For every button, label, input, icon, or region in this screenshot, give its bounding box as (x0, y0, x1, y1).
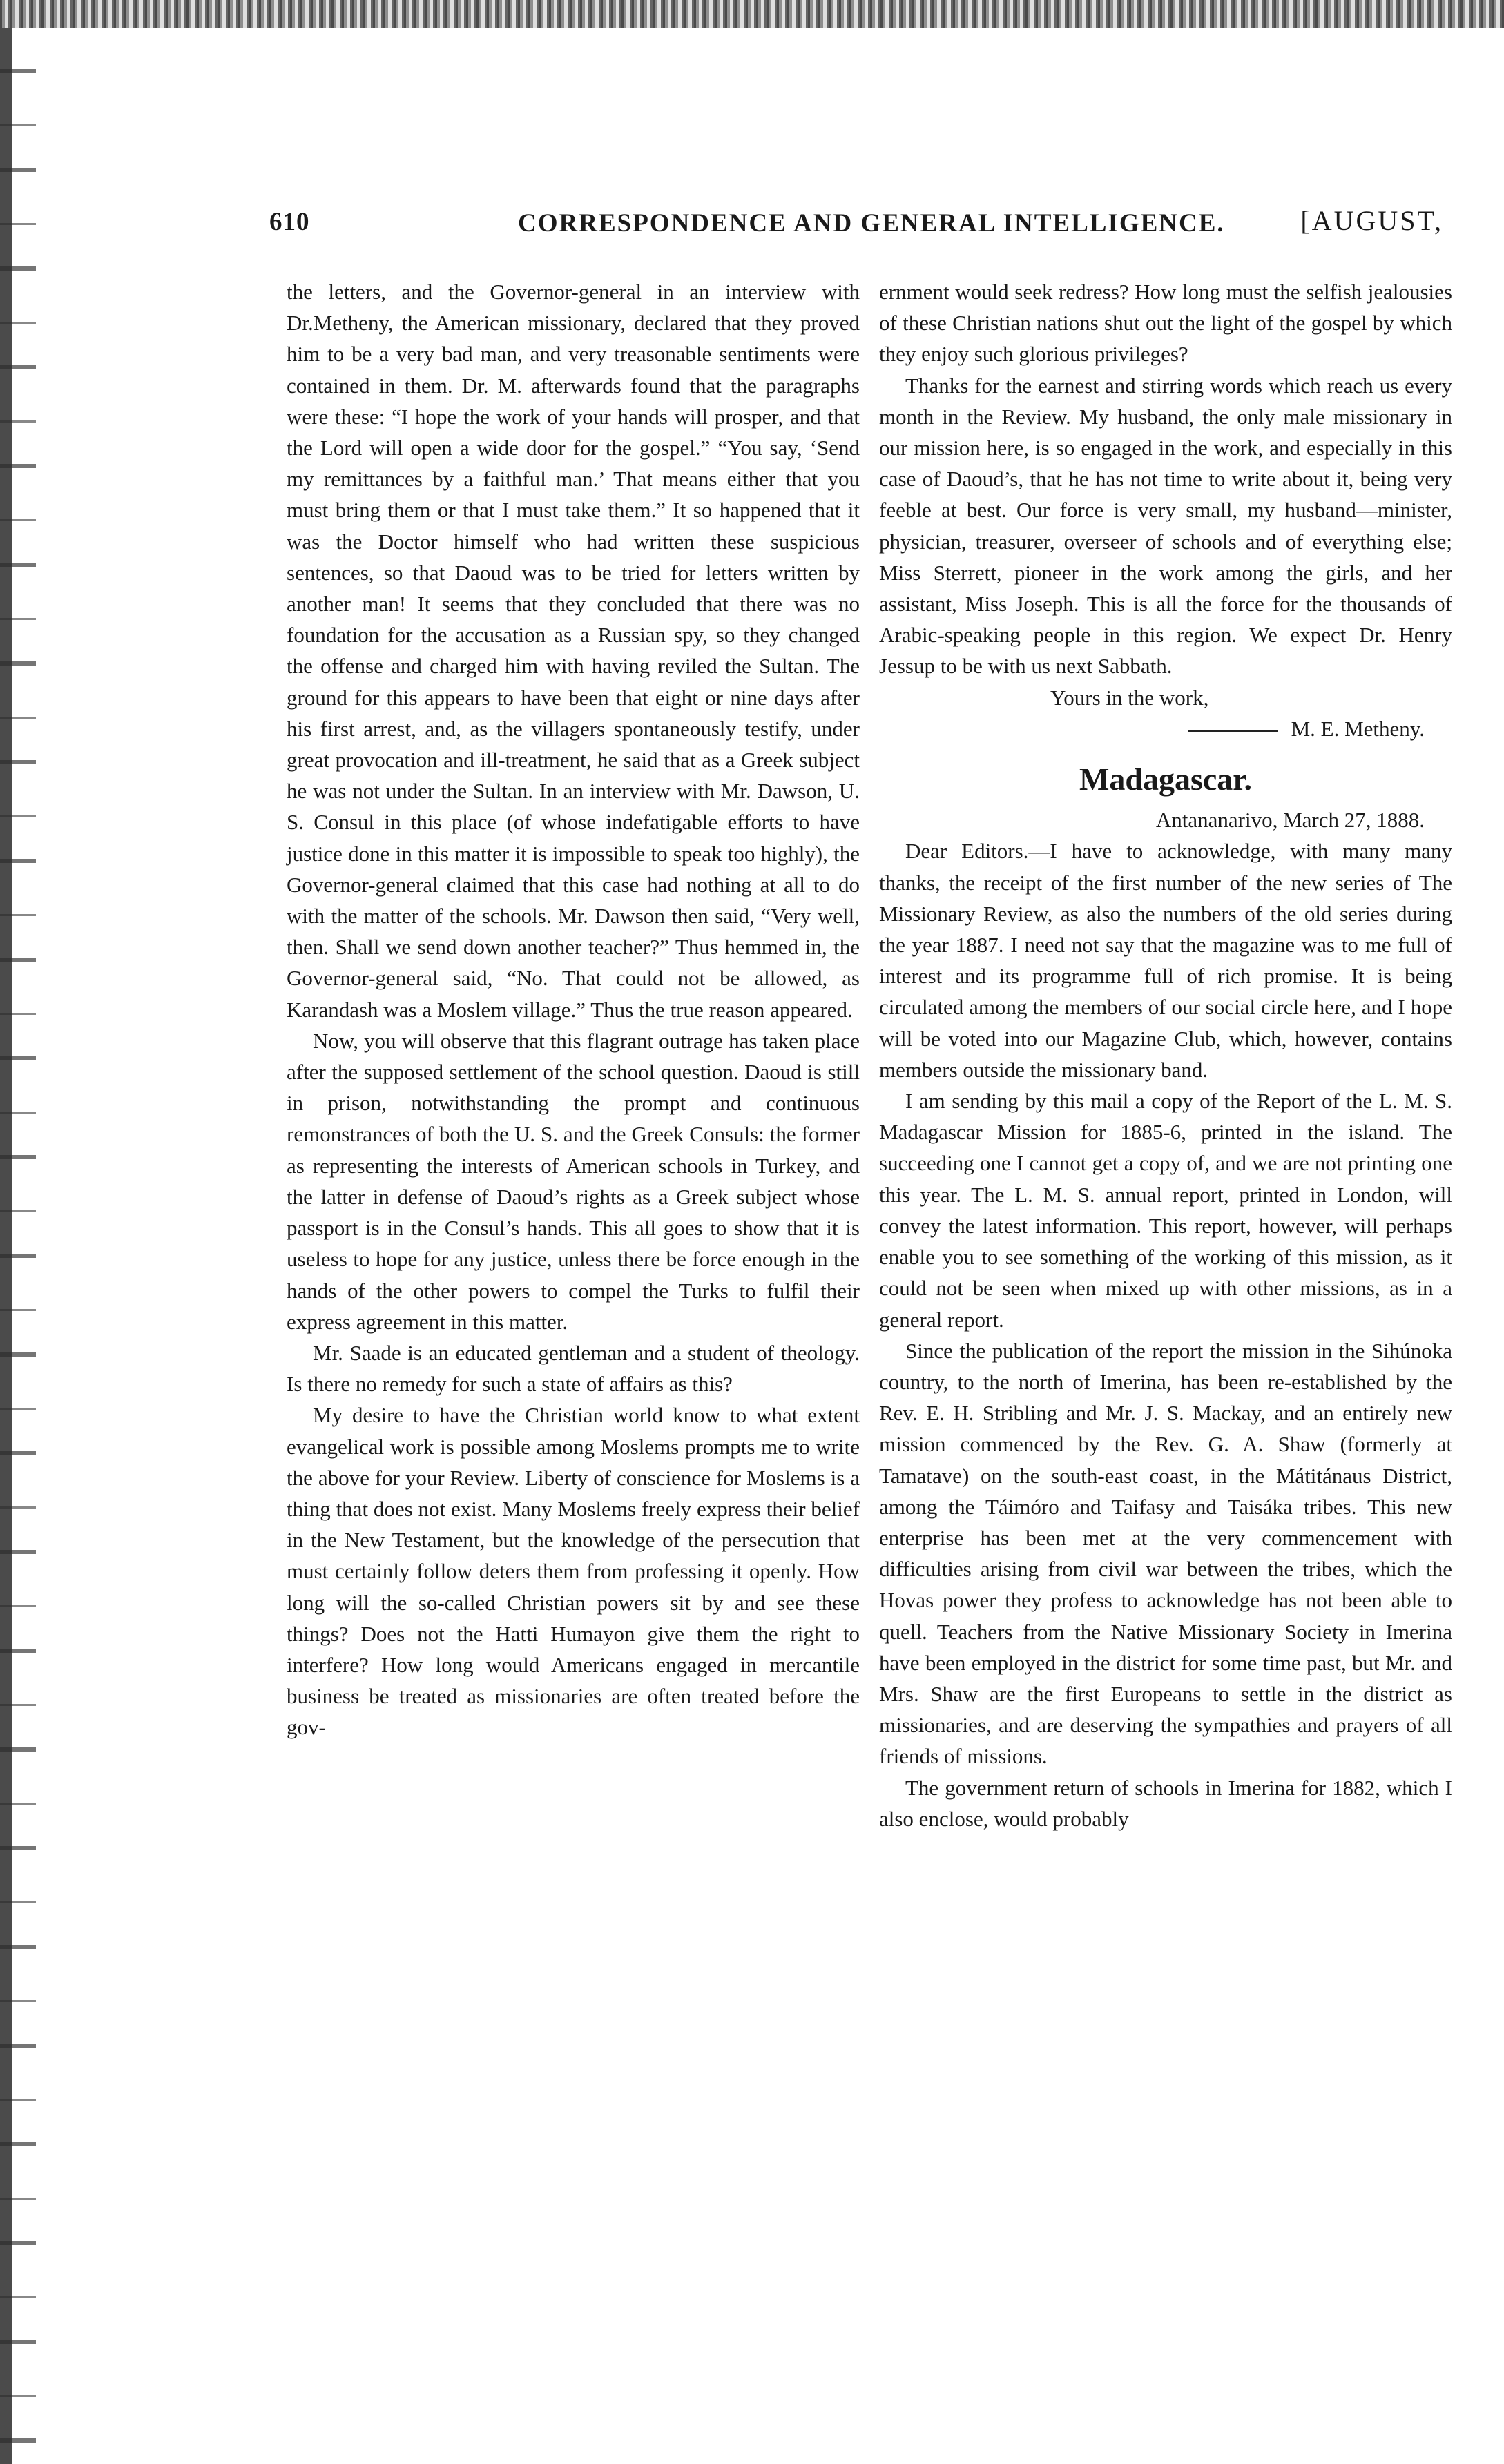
paragraph: the letters, and the Governor-general in an interview with Dr.Metheny, the American missionary, declared that they proved him to be a very bad man, and very treasonable sentiments were contained in them. Dr. M. afterwards found that the paragraphs were these: “I hope the work of your hands will prosper, and that the Lord will open a wide door for the gospel.” “You say, ‘Send my remittances by a faithful man.’ That means either that you must bring them or that I must take them.” It so happened that it was the Doctor himself who had written these suspicious sentences, so that Daoud was to be tried for letters written by another man! It seems that they concluded that there was no foundation for the accusation as a Russian spy, so they changed the offense and charged him with having reviled the Sultan. The ground for this appears to have been that eight or nine days after his first arrest, and, as the villagers spontaneously testify, under great provocation and ill-treatment, he said that as a Greek subject he was not under the Sultan. In an interview with Mr. Dawson, U. S. Consul in this place (of whose indefatigable efforts to have justice done in this matter it is impossible to speak too highly), the Governor-general claimed that this case had nothing at all to do with the matter of the schools. Mr. Dawson then said, “Very well, then. Shall we send down another teacher?” Thus hemmed in, the Governor-general said, “No. That could not be allowed, as Karandash was a Moslem village.” Thus the true reason appeared. (287, 280, 860, 1022)
paragraph: I am sending by this mail a copy of the Report of the L. M. S. Madagascar Mission for 1885-6, printed in the island. The succeeding one I cannot get a copy of, and we are not printing one this year. The L. M. S. annual report, printed in London, will convey the latest information. This report, however, will perhaps enable you to see something of the working of this mission, as it could not be seen when mixed up with other missions, as in a general report. (879, 1089, 1452, 1332)
paragraph: Dear Editors.—I have to acknowledge, with many many thanks, the receipt of the first number of the new series of The Missionary Review, as also the numbers of the old series during the year 1887. I need not say that the magazine was to me full of interest and its programme full of rich promise. It is being circulated among the members of our social circle here, and I hope will be voted into our Magazine Club, which, however, contains members outside the missionary band. (879, 839, 1452, 1082)
running-month: [AUGUST, (1300, 205, 1443, 236)
paragraph: Now, you will observe that this flagrant outrage has taken place after the supposed settlement of the school question. Daoud is still in prison, notwithstanding the prompt and continuous remonstrances of both the U. S. and the Greek Consuls: the former as representing the interests of American schools in Turkey, and the latter in defense of Daoud’s rights as a Greek subject whose passport is in the Consul’s hands. This all goes to show that it is useless to hope for any justice, unless there be force enough in the hands of the other powers to compel the Turks to fulfil their express agreement in this matter. (287, 1028, 860, 1334)
section-title: Madagascar. (1079, 761, 1252, 797)
dateline: Antananarivo, March 27, 1888. (1155, 808, 1425, 833)
paragraph: ernment would seek redress? How long must the selfish jealousies of these Christian nations shut out the light of the gospel by which they enjoy such glorious privileges? (879, 280, 1452, 367)
running-title: CORRESPONDENCE AND GENERAL INTELLIGENCE. (518, 209, 1225, 237)
scan-edge-shadow (0, 28, 12, 2464)
paragraph: My desire to have the Christian world know to what extent evangelical work is possible among Moslems prompts me to write the above for your Review. Liberty of conscience for Moslems is a thing that does not exist. Many Moslems freely express their belief in the New Testament, but the knowledge of the persecution that must certainly follow deters them from professing it openly. How long will the so-called Christian powers sit by and see these things? Does not the Hatti Humayon give them the right to interfere? How long would Americans engaged in mercantile business be treated as missionaries are often treated before the gov- (287, 1403, 860, 1740)
right-column (879, 276, 1452, 1834)
left-column (287, 276, 860, 1743)
scan-border-top (0, 0, 1504, 28)
paragraph: Mr. Saade is an educated gentleman and a student of theology. Is there no remedy for such a state of affairs as this? (287, 1340, 860, 1397)
paragraph: Since the publication of the report the mission in the Sihúnoka country, to the north of Imerina, has been re-established by the Rev. E. H. Stribling and Mr. J. S. Mackay, and an entirely new mission commenced by the Rev. G. A. Shaw (formerly at Tamatave) on the south-east coast, in the Mátitánaus District, among the Táimóro and Taifasy and Taisáka tribes. This new enterprise has been met at the very commencement with difficulties arising from civil war between the tribes, which the Hovas power they profess to acknowledge has not been able to quell. Teachers from the Native Missionary Society in Imerina have been employed in the district for some time past, but Mr. and Mrs. Shaw are the first Europeans to settle in the district as missionaries, and are deserving the sympathies and prayers of all friends of missions. (879, 1338, 1452, 1769)
page-number: 610 (269, 208, 310, 236)
page-header (269, 207, 1443, 249)
paragraph: The government return of schools in Imerina for 1882, which I also enclose, would probably (879, 1775, 1452, 1831)
letter-signature: M. E. Metheny. (879, 713, 1452, 744)
paragraph: Thanks for the earnest and stirring words which reach us every month in the Review. My husband, the only male missionary in our mission here, is so engaged in the work, and especially in this case of Daoud’s, that he has not time to write about it, being very feeble at best. Our force is very small, my husband—minister, physician, treasurer, overseer of schools and of everything else; Miss Sterrett, pioneer in the work among the girls, and her assistant, Miss Joseph. This is all the force for the thousands of Arabic-speaking people in this region. We expect Dr. Henry Jessup to be with us next Sabbath. (879, 373, 1452, 679)
letter-closing: Yours in the work, (1050, 685, 1209, 710)
